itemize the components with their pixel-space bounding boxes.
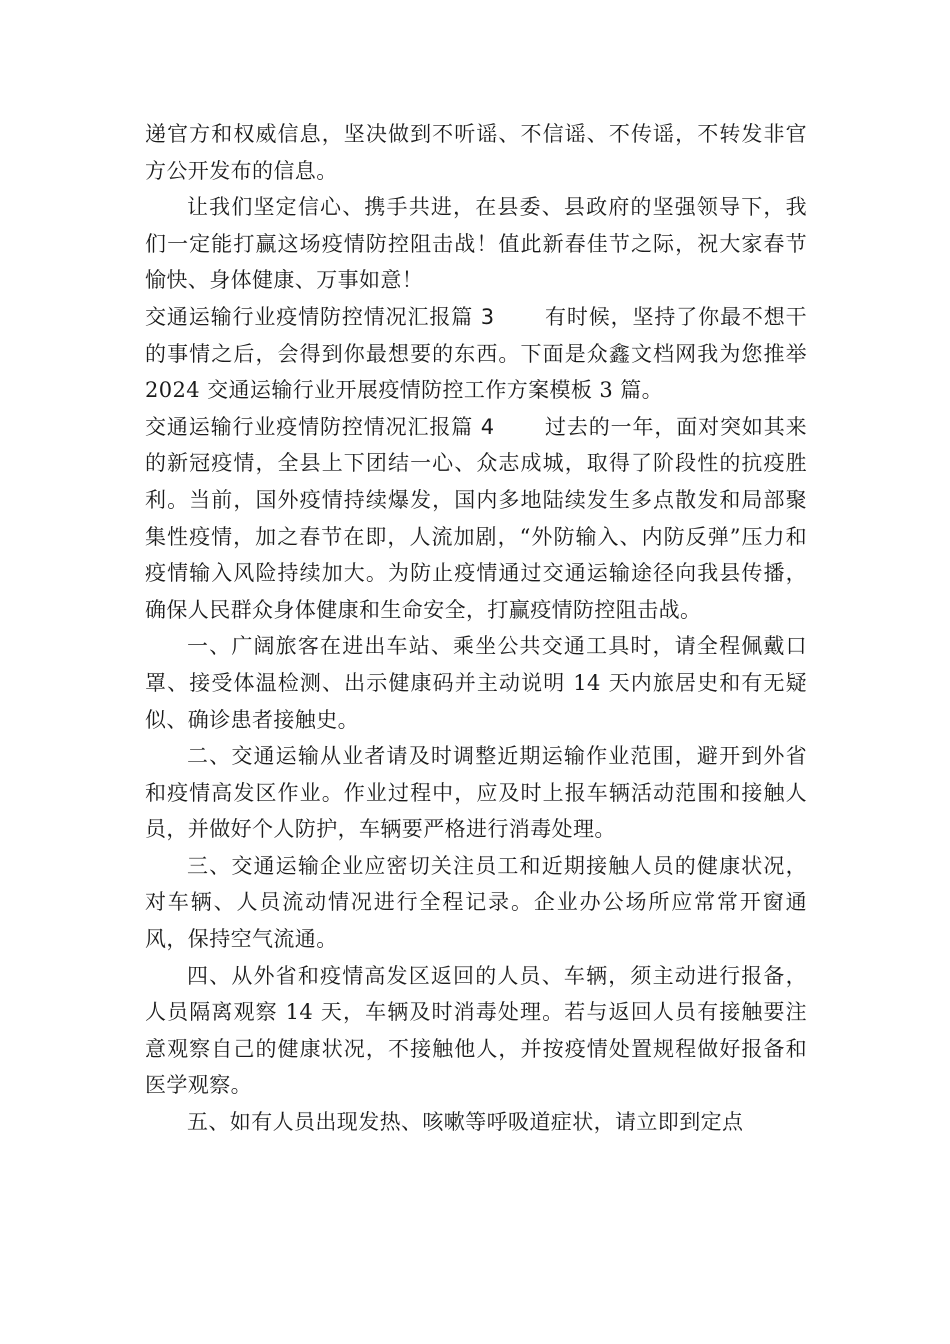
paragraph-item-5: 五、如有人员出现发热、咳嗽等呼吸道症状，请立即到定点 bbox=[187, 1110, 744, 1135]
paragraph-item-3: 三、交通运输企业应密切关注员工和近期接触人员的健康状况，对车辆、人员流动情况进行全程记录。企业办公场所应常常开窗通风，保持空气流通。 bbox=[145, 853, 807, 952]
document-page bbox=[145, 116, 807, 1141]
report-3-heading: 交通运输行业疫情防控情况汇报篇 3 bbox=[145, 304, 495, 329]
paragraph-item-1: 一、广阔旅客在进出车站、乘坐公共交通工具时，请全程佩戴口罩、接受体温检测、出示健康码并主动说明 14 天内旅居史和有无疑似、确诊患者接触史。 bbox=[145, 634, 807, 732]
paragraph-item-4: 四、从外省和疫情高发区返回的人员、车辆，须主动进行报备，人员隔离观察 14 天，车辆及时消毒处理。若与返回人员有接触要注意观察自己的健康状况，不接触他人，并按疫情处置规程做好报备和医学观察。 bbox=[145, 963, 807, 1098]
report-4-heading: 交通运输行业疫情防控情况汇报篇 4 bbox=[145, 414, 495, 439]
paragraph-report-3 bbox=[145, 299, 807, 409]
paragraph-item-2: 二、交通运输从业者请及时调整近期运输作业范围，避开到外省和疫情高发区作业。作业过程中，应及时上报车辆活动范围和接触人员，并做好个人防护，车辆要严格进行消毒处理。 bbox=[145, 744, 807, 842]
paragraph-report-4 bbox=[145, 409, 807, 629]
report-4-body: 过去的一年，面对突如其来的新冠疫情，全县上下团结一心、众志成城，取得了阶段性的抗疫胜利。当前，国外疫情持续爆发，国内多地陆续发生多点散发和局部聚集性疫情，加之春节在即，人流加剧，“外防输入、内防反弹”压力和疫情输入风险持续加大。为防止疫情通过交通运输途径向我县传播，确保人民群众身体健康和生命安全，打赢疫情防控阻击战。 bbox=[145, 414, 807, 622]
paragraph-official-info: 递官方和权威信息，坚决做到不听谣、不信谣、不传谣，不转发非官方公开发布的信息。 bbox=[145, 122, 807, 183]
report-3-body: 有时候，坚持了你最不想干的事情之后，会得到你最想要的东西。下面是众鑫文档网我为您推举 2024 交通运输行业开展疫情防控工作方案模板 3 篇。 bbox=[145, 304, 807, 403]
paragraph-confidence: 让我们坚定信心、携手共进，在县委、县政府的坚强领导下，我们一定能打赢这场疫情防控阻击战！值此新春佳节之际，祝大家春节愉快、身体健康、万事如意！ bbox=[145, 195, 807, 293]
